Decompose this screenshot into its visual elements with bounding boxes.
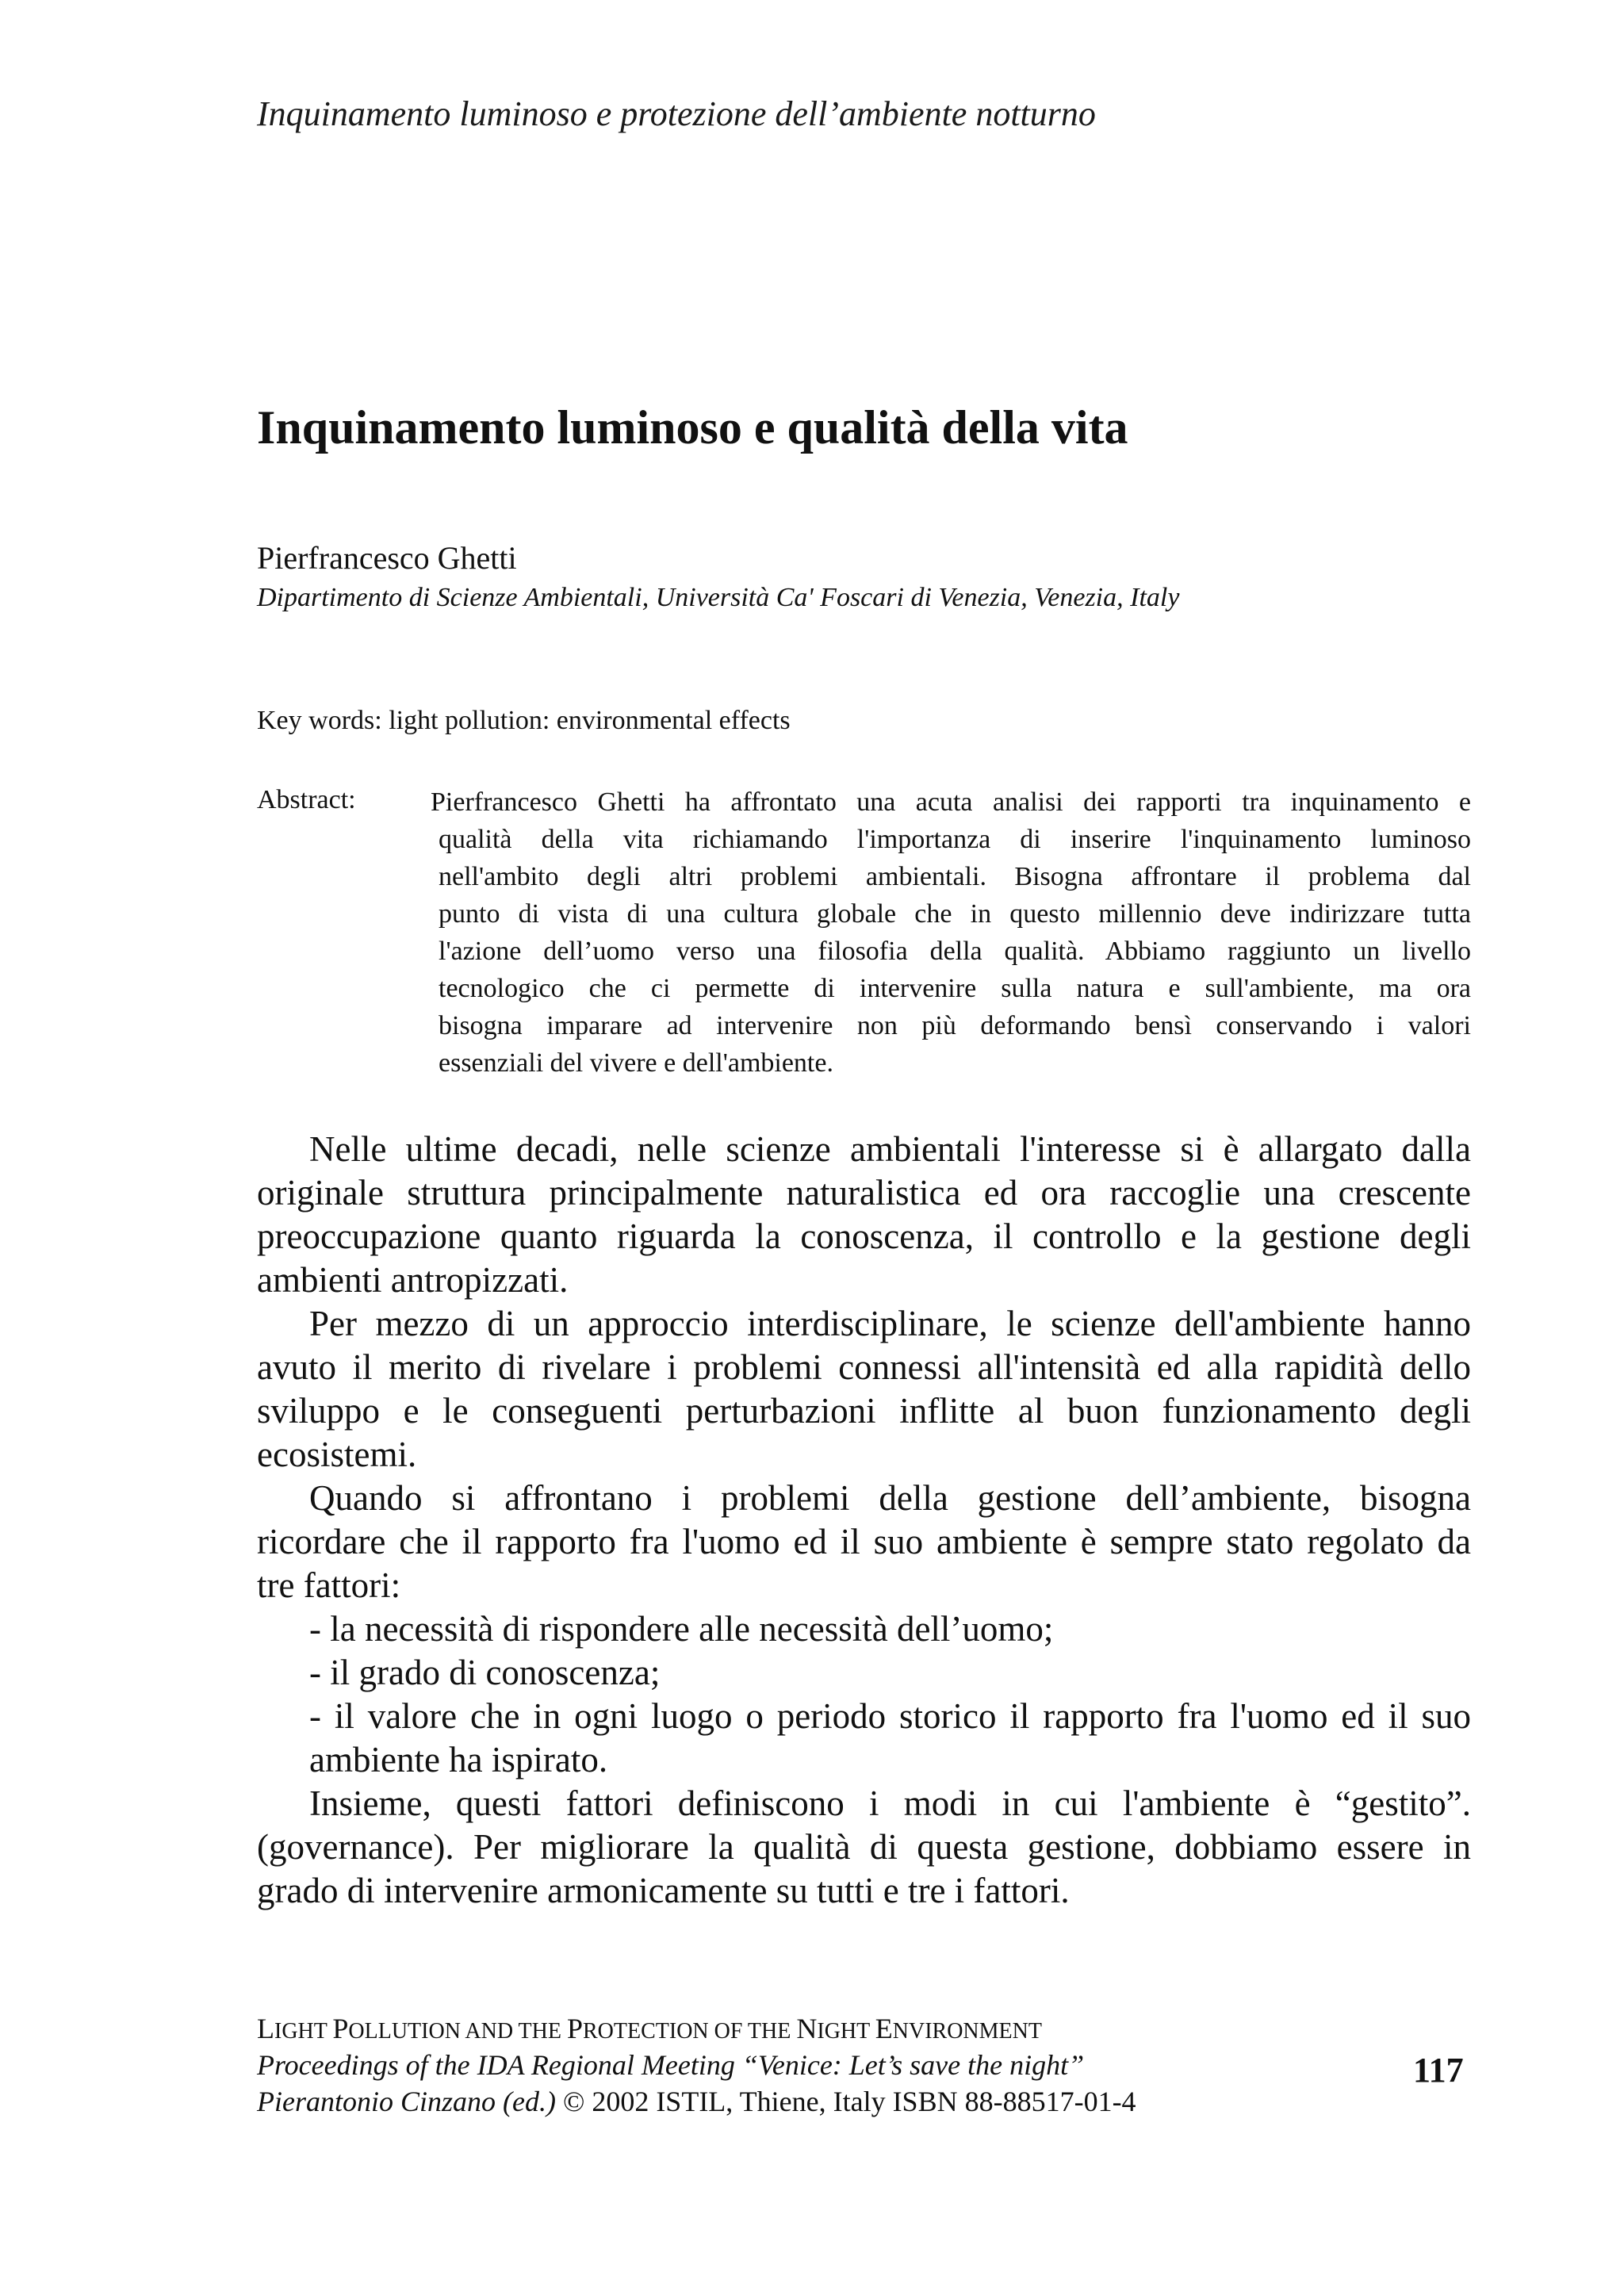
author-name: Pierfrancesco Ghetti bbox=[257, 540, 517, 576]
list-item: - il grado di conoscenza; bbox=[309, 1653, 661, 1692]
abstract-line: bisogna imparare ad intervenire non più deformando bensì conservando i valori bbox=[439, 1011, 1471, 1040]
body-line: ricordare che il rapporto fra l'uomo ed il suo ambiente è sempre stato regolato da bbox=[257, 1522, 1471, 1561]
paper-title: Inquinamento luminoso e qualità della vita bbox=[257, 401, 1128, 454]
list-item: - la necessità di rispondere alle necessità dell’uomo; bbox=[309, 1609, 1054, 1649]
body-line: Per mezzo di un approccio interdisciplinare, le scienze dell'ambiente hanno bbox=[309, 1304, 1471, 1343]
author-affiliation: Dipartimento di Scienze Ambientali, Università Ca' Foscari di Venezia, Venezia, Italy bbox=[257, 583, 1180, 612]
body-line: tre fattori: bbox=[257, 1565, 401, 1605]
citation-line bbox=[257, 2083, 1136, 2120]
body-line: Nelle ultime decadi, nelle scienze ambientali l'interesse si è allargato dalla bbox=[309, 1129, 1471, 1169]
body-line: preoccupazione quanto riguarda la conoscenza, il controllo e la gestione degli bbox=[257, 1216, 1471, 1256]
body-line: sviluppo e le conseguenti perturbazioni inflitte al buon funzionamento degli bbox=[257, 1391, 1471, 1431]
conference-series: LIGHT POLLUTION AND THE PROTECTION OF THE NIGHT ENVIRONMENT bbox=[257, 2013, 1042, 2044]
body-line: ambienti antropizzati. bbox=[257, 1260, 569, 1300]
list-item: - il valore che in ogni luogo o periodo storico il rapporto fra l'uomo ed il suo bbox=[309, 1696, 1471, 1736]
proceedings-line: Proceedings of the IDA Regional Meeting “Venice: Let’s save the night” bbox=[257, 2049, 1085, 2081]
body-line: grado di intervenire armonicamente su tutti e tre i fattori. bbox=[257, 1871, 1070, 1910]
body-line: (governance). Per migliorare la qualità di questa gestione, dobbiamo essere in bbox=[257, 1827, 1471, 1867]
page-number: 117 bbox=[1413, 2051, 1464, 2090]
abstract-line: l'azione dell’uomo verso una filosofia della qualità. Abbiamo raggiunto un livello bbox=[439, 937, 1471, 966]
abstract-text bbox=[431, 783, 1471, 1082]
body-line: avuto il merito di rivelare i problemi connessi all'intensità ed alla rapidità dello bbox=[257, 1347, 1471, 1387]
abstract-line: nell'ambito degli altri problemi ambientali. Bisogna affrontare il problema dal bbox=[439, 862, 1471, 891]
abstract-line: tecnologico che ci permette di intervenire sulla natura e sull'ambiente, ma ora bbox=[439, 974, 1471, 1003]
abstract-line: qualità della vita richiamando l'importanza di inserire l'inquinamento luminoso bbox=[439, 825, 1471, 854]
running-header: Inquinamento luminoso e protezione dell’ambiente notturno bbox=[257, 94, 1096, 133]
abstract-line: punto di vista di una cultura globale che in questo millennio deve indirizzare tutta bbox=[439, 899, 1471, 929]
body-line: Quando si affrontano i problemi della gestione dell’ambiente, bisogna bbox=[309, 1478, 1471, 1518]
editor-credit: Pierantonio Cinzano (ed.) bbox=[257, 2086, 556, 2117]
abstract-line: essenziali del vivere e dell'ambiente. bbox=[439, 1048, 833, 1078]
keywords: Key words: light pollution: environmental effects bbox=[257, 706, 791, 735]
list-item-continuation: ambiente ha ispirato. bbox=[309, 1740, 608, 1780]
body-line: ecosistemi. bbox=[257, 1435, 417, 1474]
abstract-label: Abstract: bbox=[257, 785, 356, 814]
body-line: Insieme, questi fattori definiscono i modi in cui l'ambiente è “gestito”. bbox=[309, 1783, 1471, 1823]
page-footer bbox=[257, 2010, 1136, 2120]
body-text bbox=[257, 1128, 1471, 1913]
abstract-line: Pierfrancesco Ghetti ha affrontato una acuta analisi dei rapporti tra inquinamento e bbox=[431, 787, 1471, 817]
body-line: originale struttura principalmente naturalistica ed ora raccoglie una crescente bbox=[257, 1173, 1471, 1213]
publisher-info: © 2002 ISTIL, Thiene, Italy ISBN 88-88517-01-4 bbox=[555, 2086, 1136, 2117]
